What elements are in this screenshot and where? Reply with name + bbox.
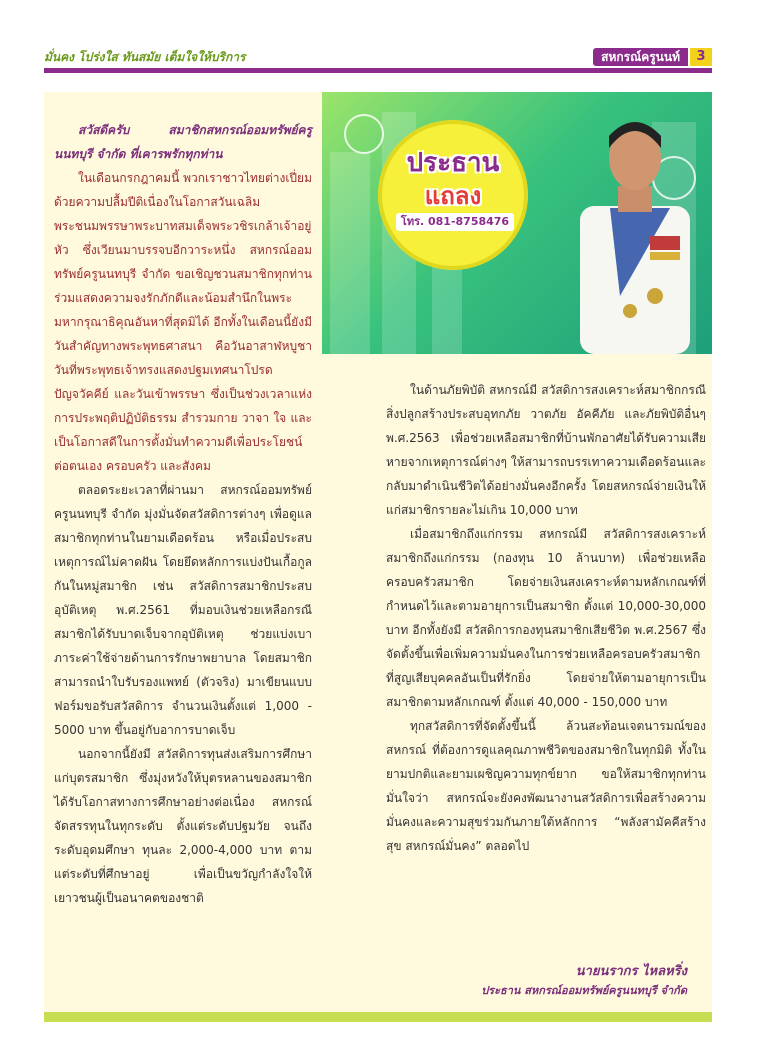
left-column xyxy=(54,118,312,910)
paragraph: ทุกสวัสดิการที่จัดตั้งขึ้นนี้ ล้วนสะท้อนเจตนารมณ์ของสหกรณ์ ที่ต้องการดูแลคุณภาพชีวิตของสมาชิกในทุกมิติ ทั้งในยามปกติและยามเผชิญความทุกข์ยาก ขอให้สมาชิกทุกท่านมั่นใจว่า สหกรณ์จะยังคงพัฒนางานสวัสดิการเพื่อสร้างความมั่นคงและความสุขร่วมกันภายใต้หลักการ “พลังสามัคคีสร้างสุข สหกรณ์มั่นคง” ตลอดไป xyxy=(386,719,706,853)
signature-name: นายนรากร ไหลหริ่ง xyxy=(575,964,687,979)
paragraph: เมื่อสมาชิกถึงแก่กรรม สหกรณ์มี สวัสดิการสงเคราะห์สมาชิกถึงแก่กรรม (กองทุน 10 ล้านบาท) เพื่อช่วยเหลือครอบครัวสมาชิก โดยจ่ายเงินสงเคราะห์ตามหลักเกณฑ์ที่กำหนดไว้และตามอายุการเป็นสมาชิก ตั้งแต่ 10,000-30,000 บาท อีกทั้งยังมี สวัสดิการกองทุนสมาชิกเสียชีวิต พ.ศ.2567 ซึ่งจัดตั้งขึ้นเพื่อเพิ่มความมั่นคงในการช่วยเหลือครอบครัวสมาชิกที่สูญเสียบุคคลอันเป็นที่รักยิ่ง โดยจ่ายให้ตามอายุการเป็นสมาชิกตามหลักเกณฑ์ ตั้งแต่ 40,000 - 150,000 บาท xyxy=(386,527,706,709)
paragraph: ในด้านภัยพิบัติ สหกรณ์มี สวัสดิการสงเคราะห์สมาชิกกรณีสิ่งปลูกสร้างประสบอุทกภัย วาตภัย อัคคีภัย และภัยพิบัติอื่นๆ พ.ศ.2563 เพื่อช่วยเหลือสมาชิกที่บ้านพักอาศัยได้รับความเสียหายจากเหตุการณ์ต่างๆ ให้สามารถบรรเทาความเดือดร้อนและกลับมาดำเนินชีวิตได้อย่างมั่นคงอีกครั้ง โดยสหกรณ์จ่ายเงินให้แก่สมาชิกรายละไม่เกิน 10,000 บาท xyxy=(386,383,706,517)
paragraph: ตลอดระยะเวลาที่ผ่านมา สหกรณ์ออมทรัพย์ครูนนทบุรี จำกัด มุ่งมั่นจัดสวัสดิการต่างๆ เพื่อดูแลสมาชิกทุกท่านในยามเดือดร้อน หรือเมื่อประสบเหตุการณ์ไม่คาดฝัน โดยยึดหลักการแบ่งปันเกื้อกูลกันในหมู่สมาชิก เช่น สวัสดิการสมาชิกประสบอุบัติเหตุ พ.ศ.2561 ที่มอบเงินช่วยเหลือกรณีสมาชิกได้รับบาดเจ็บจากอุบัติเหตุ ช่วยแบ่งเบาภาระค่าใช้จ่ายด้านการรักษาพยาบาล โดยสมาชิกสามารถนำใบรับรองแพทย์ (ตัวจริง) มาเขียนแบบฟอร์มขอรับสวัสดิการ จำนวนเงินตั้งแต่ 1,000 - 5000 บาท ขึ้นอยู่กับอาการบาดเจ็บ xyxy=(54,483,312,737)
paragraph: ในเดือนกรกฎาคมนี้ พวกเราชาวไทยต่างเปี่ยมด้วยความปลื้มปีติเนื่องในโอกาสวันเฉลิมพระชนมพรรษาพระบาทสมเด็จพระวชิรเกล้าเจ้าอยู่หัว ซึ่งเวียนมาบรรจบอีกวาระหนึ่ง สหกรณ์ออมทรัพย์ครูนนทบุรี จำกัด ขอเชิญชวนสมาชิกทุกท่านร่วมแสดงความจงรักภักดีและน้อมสำนึกในพระมหากรุณาธิคุณอันหาที่สุดมิได้ อีกทั้งในเดือนนี้ยังมีวันสำคัญทางพระพุทธศาสนา คือวันอาสาฬหบูชา วันที่พระพุทธเจ้าทรงแสดงปฐมเทศนาโปรดปัญจวัคคีย์ และวันเข้าพรรษา ซึ่งเป็นช่วงเวลาแห่งการประพฤติปฏิบัติธรรม สำรวมกาย วาจา ใจ และเป็นโอกาสดีในการตั้งมั่นทำความดีเพื่อประโยชน์ต่อตนเอง ครอบครัว และสังคม xyxy=(54,171,312,473)
paragraph: นอกจากนี้ยังมี สวัสดิการทุนส่งเสริมการศึกษาแก่บุตรสมาชิก ซึ่งมุ่งหวังให้บุตรหลานของสมาชิกได้รับโอกาสทางการศึกษาอย่างต่อเนื่อง สหกรณ์จัดสรรทุนในทุกระดับ ตั้งแต่ระดับปฐมวัย จนถึงระดับอุดมศึกษา ทุนละ 2,000-4,000 บาท ตามแต่ระดับที่ศึกษาอยู่ เพื่อเป็นขวัญกำลังใจให้เยาวชนผู้เป็นอนาคตของชาติ xyxy=(54,747,312,905)
president-portrait xyxy=(560,96,700,354)
page-number: 3 xyxy=(690,48,712,66)
magazine-name: สหกรณ์ครูนนท์ xyxy=(593,48,688,66)
right-column xyxy=(386,378,706,858)
signature-block xyxy=(481,960,687,999)
page-header xyxy=(44,48,712,68)
phone-number: โทร. 081-8758476 xyxy=(396,213,514,231)
greeting: สวัสดีครับ สมาชิกสหกรณ์ออมทรัพย์ครู นนทบุรี จำกัด ที่เคารพรักทุกท่าน xyxy=(54,123,312,161)
section-subtitle: แถลง xyxy=(424,182,482,210)
wifi-icon xyxy=(344,114,384,154)
signature-position: ประธาน สหกรณ์ออมทรัพย์ครูนนทบุรี จำกัด xyxy=(481,984,687,997)
header-slogan: มั่นคง โปร่งใส ทันสมัย เต็มใจให้บริการ xyxy=(44,50,246,64)
footer-band xyxy=(44,1012,712,1022)
section-title: ประธาน xyxy=(406,148,500,178)
header-rule xyxy=(44,68,712,73)
